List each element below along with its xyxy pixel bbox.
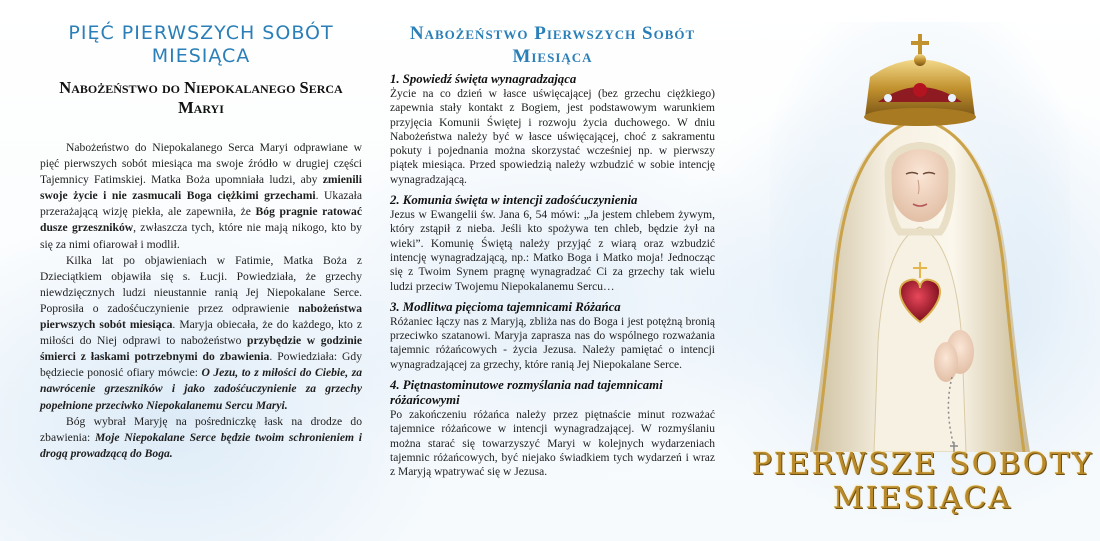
cover-title	[745, 448, 1100, 516]
middle-title: Nabożeństwo Pierwszych Sobót Miesiąca	[409, 23, 696, 67]
text-run: Bóg wybrał Maryję na pośredniczkę łask na drodze do zbawienia:	[40, 414, 362, 444]
left-body	[40, 140, 362, 462]
left-title: PIĘĆ PIERWSZYCH SOBÓT MIESIĄCA	[68, 22, 334, 67]
section-confession	[390, 72, 715, 187]
section-heading: 1. Spowiedź święta wynagradzająca	[390, 72, 577, 86]
text-run: nabożeństwa pierwszych sobót miesiąca	[40, 301, 362, 332]
left-subtitle: Nabożeństwo do Niepokalanego Serca Maryi	[59, 78, 343, 117]
section-text: Różaniec łączy nas z Maryją, zbliża nas do Boga i jest potężną bronią przeciwko szatanowi. Maryja zaprasza nas do wspólnego rozważania tajemnic różańcowych - życia Jezusa. Należy pamiętać o intencji wynagradzającej za grzechy, które ranią Jej Niepokalane Serce.	[390, 315, 715, 371]
statue-image	[770, 22, 1070, 452]
section-heading: 2. Komunia święta w intencji zadośćuczynienia	[390, 193, 638, 208]
text-run: Kilka lat po objawieniach w Fatimie, Matka Boża z Dzieciątkiem objawiła się s. Łucji. Powiedziała, że grzechy niewdzięcznych ludzi nieustannie ranią Jej Niepokalane Serce. Poprosiła o zadośćuczynienie przez odprawienie	[40, 253, 362, 315]
text-run: O Jezu, to z miłości do Ciebie, za nawrócenie grzeszników i jako zadośćuczynienie za grzechy popełnione przeciwko Niepokalanemu Sercu Maryi.	[40, 366, 362, 412]
section-communion	[390, 193, 715, 294]
cover-title-line-1: PIERWSZE SOBOTY	[751, 447, 1094, 482]
left-column	[40, 22, 362, 462]
section-heading: 3. Modlitwa pięcioma tajemnicami Różańca	[390, 299, 621, 314]
left-paragraph-1	[40, 140, 362, 253]
left-paragraph-2	[40, 253, 362, 414]
text-run: . Powiedziała: Gdy będziecie ponosić ofiary mówcie:	[40, 350, 362, 380]
text-run: Bóg pragnie ratować dusze grzeszników	[40, 205, 362, 235]
section-text: Po zakończeniu różańca należy przez piętnaście minut rozważać tajemnice różańcowe w intencji wynagradzającej. W rozmyślaniu można starać się towarzyszyć Maryi w kolejnych wydarzeniach tajemnic różańcowych, być niejako świadkiem tych wydarzeń i wraz z Maryją wpatrywać się w Jezusa.	[390, 409, 715, 479]
text-run: . Maryja obiecała, że do każdego, kto z miłości do Niej odprawi to nabożeństwo	[40, 318, 362, 348]
text-run: zmienili swoje życie i nie zasmucali Boga ciężkimi grzechami	[40, 173, 362, 203]
text-run: . Ukazała przerażającą wizję piekła, ale zapewniła, że	[40, 189, 363, 219]
middle-column	[390, 22, 715, 480]
left-paragraph-3	[40, 414, 362, 462]
section-text: Życie na co dzień w łasce uświęcającej (bez grzechu ciężkiego) zapewnia stały kontakt z Bogiem, jest podstawowym warunkiem przyjęcia Komunii Świętej i rozwoju życia duchowego. W dniu Nabożeństwa należy być w łasce uświęcającej, choć z sakramentu pokuty i pojednania można skorzystać wcześniej np. w pierwszy piątek miesiąca. Przed spowiedzią należy wzbudzić w sobie intencję wynagradzającą.	[390, 88, 715, 186]
section-text: Jezus w Ewangelii św. Jana 6, 54 mówi: „Ja jestem chlebem żywym, który zstąpił z nieba. Jeśli kto spożywa ten chleb, będzie żył na wieki”. Komunię Świętą należy przyjąć z wiarą oraz wzbudzić intencję wynagradzającą, np.: Matko Boga i Matko moja! Jednocząc się z Twoim Synem pragnę wynagradzać Ci za grzechy tak wielu ludzi przeciw Twojemu Niepokalanemu Sercu…	[390, 209, 715, 293]
cover-title-line-2: MIESIĄCA	[832, 481, 1013, 516]
text-run: , zwłaszcza tych, które nie mają nikogo, kto by się za nimi ofiarował i modlił.	[40, 221, 362, 251]
text-run: przybędzie w godzinie śmierci z łaskami potrzebnymi do zbawienia	[40, 334, 363, 364]
cover-panel	[745, 0, 1100, 541]
text-run: Moje Niepokalane Serce będzie twoim schronieniem i drogą prowadzącą do Boga.	[40, 430, 362, 460]
section-heading: 4. Piętnastominutowe rozmyślania nad tajemnicami różańcowymi	[390, 378, 663, 408]
section-rosary	[390, 300, 715, 372]
text-run: Nabożeństwo do Niepokalanego Serca Maryi odprawiane w pięć pierwszych sobót miesiąca ma swoje źródło w drugiej części Tajemnicy Fatimskiej. Matka Boża upomniała ludzi, aby	[40, 141, 362, 187]
section-meditation	[390, 378, 715, 479]
